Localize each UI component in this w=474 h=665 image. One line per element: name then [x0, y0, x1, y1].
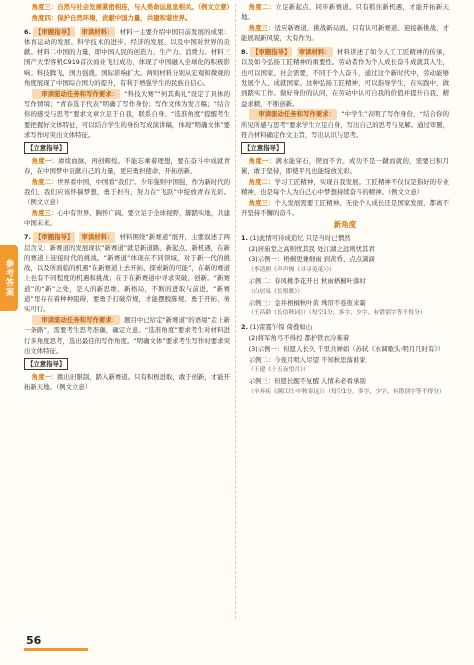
- new-angle-source: （白居易《长恨歌》）: [247, 288, 304, 295]
- left-column: [24, 2, 233, 393]
- angle-item: 角度一：跳出旧限制，踏入新赛道。只有积极进取，敢于创新，才能开拓新天地。（例文立意）: [24, 372, 231, 391]
- new-angle-item: 2. (1)雷霆乍惊 倚叠如山: [241, 323, 313, 332]
- new-angle-title: 新角度: [333, 220, 357, 230]
- question-7-guide: 7. 【审题指导】 审读材料： 材料围绕“新赛道”展开，主要叙述了两层含义：新赛道的发展现状“新赛道”就是新道路、新起点、新机遇，在新的赛道上迎接时代的挑战。“新赛道”体现在不同领域，对于新一代的挑战，以及所面临的机遇“在新赛道上去开拓、探索新的可能”，在新的赛道上也有不同程度的机遇和挑战；在于在新赛道中寻求突破、创新。“新赛道”的“新”之处，是人的新思维、新格局，不断的进取与前进，“新赛道”里存在着种种阻碍，要勇于打破常规，才能摆脱陈规、勇于开拓、务实可行。: [24, 233, 230, 314]
- tag-label: 审读驱动任务和写作要求：: [249, 109, 337, 119]
- new-angle-line: (3)示例一：梧桐更兼细雨 到黄昏、点点滴滴: [248, 255, 375, 264]
- tag-label: 审读驱动任务和写作要求：: [32, 315, 120, 325]
- tag-label: 【审题指导】: [252, 48, 291, 57]
- new-angle-source: （李清照《声声慢（寻寻觅觅）》）: [247, 267, 335, 274]
- question-8-guide: 8. 【审题指导】 审读材料： 材料讲述了如今人工工匠精神的传承，以及如今弘扬工匠精神的重要性。劳动者作为个人成长奋斗成就其人生，也可以国家、社会需要，不同于个人奋斗，通过这个新时代中，劳动能够发展个人、成就国家。这种弘扬工匠精神，可以指导学生，在实践中，做到踏实工作。做好身份的认同，在劳动中认可自我的价值并提升自我，精益求精，不断创新。: [241, 48, 449, 108]
- question-8-requirements: 审读驱动任务和写作要求： “中学生”表明了写作身份，“结合你的所见所感与思考”要求学生立足自身，写出自己的思考与见解。通过审题，符合材料确定作文主旨，写出认识与思考。: [241, 110, 449, 140]
- new-angle-line: (3)示例一：但愿人长久 千里共婵娟（苏轼《水调歌头·明月几时有》）: [248, 344, 444, 353]
- angle-item: 角度二：立足新起点，同步新赛道。只有抓住新机遇，才能开拓新天地。: [241, 3, 449, 22]
- angle-item: 角度一：满水能穿石，锲而不舍。成功不是一蹴而就的，需要日积月累，敢于坚持，即使平凡也能绽放光彩。: [241, 156, 449, 175]
- tag-label: 【审题指导】: [35, 27, 74, 36]
- new-angle-line: 示例三：但愿长醒不复醒 人情未必看承别: [248, 377, 366, 386]
- new-angle-source: （王昌龄《长信秋词》）（每空1分，多字、少字、有错别字等不得分）: [247, 310, 426, 317]
- section-box: 【立意指导】: [241, 141, 449, 155]
- page-number-bar: [24, 648, 88, 651]
- angle-item: 角度二：世界看中国，中国看“我们”。少年强则中国强，作为新时代的我们，我们应该怀揣梦想，勇于担当，努力在“飞跃”中绽放青春光彩。（例文立意）: [24, 177, 231, 207]
- angle-item: 角度二：学习工匠精神，实现自我发展。工匠精神不仅仅是指好的专业精神，也是每个人为自己心中梦想持续奋斗的精神。（例文立意）: [241, 177, 449, 197]
- angle-line: 角度四：保护自然环境，贡献中国力量，共建和谐世界。: [31, 13, 192, 22]
- tag-label: 审读材料：: [298, 48, 331, 57]
- new-angle-line: 示例二：今夜月明人尽望 不知秋思落谁家: [248, 355, 366, 364]
- angle-item: 角度三：个人发展需要工匠精神。无论个人成长还是国家发展，都离不开坚持不懈的奋斗。: [241, 198, 449, 218]
- question-7-requirements: 审读驱动任务和写作要求： 题目中已给定“新赛道”的语境“走上新一条路”，需要考生思考准确，确定立意。“选准角度”要求考生对材料进行多角度思考，选出最佳的写作角度。“明确文体”要求考生写作时要求突出文体特征。: [24, 316, 230, 355]
- new-angle-line: 示例三：金井梧桐秋叶黄 珠帘不卷夜来霜: [248, 298, 366, 307]
- angle-item: 角度三：心中有世界，胸怀广阔。要立足于全球视野，脚踏实地，共建中国未来。: [24, 209, 231, 228]
- question-6-guide: 6. 【审题指导】 审读材料： 材料一主要介绍中国目前发展的成果：体育运动的发展、科学技术的进步、经济的发展、以及中国对世界的贡献。材料二中国的力量，即中国人民的创造力、生产力、消费力。材料三国产大型客机C919首次商业飞行成功，体现了中国融入全球化的积极影响；科技腾飞，国力强盛，国际影响扩大。两则材料分别从宏观和微观的角度展现了中国综合国力的提升，有利于增强学生的民族自信心。: [24, 27, 230, 88]
- section-box: 【立意指导】: [24, 357, 230, 371]
- section-box: 【立意指导】: [24, 141, 230, 155]
- tag-label: 【审题指导】: [35, 233, 74, 242]
- new-angle-source: （辛弃疾《满江红·中秋寄远》）（每空1分，多字、少字、有错别字等不得分）: [247, 388, 445, 395]
- tag-label: 审读材料：: [81, 27, 114, 36]
- tag-label: 审读驱动任务和写作要求：: [32, 89, 120, 99]
- column-divider: [235, 4, 236, 619]
- angle-item: 角度三：适应新赛道，挑战新局面。只有认可新赛道、迎接新挑战，才能展现新风貌，大有作为。: [241, 24, 449, 43]
- new-angle-line: (2)将军角弓不得控 都护铁衣冷难着: [248, 333, 350, 342]
- new-angle-line: (2)居庙堂之高则忧其民 处江湖之远则忧其君: [248, 244, 375, 253]
- angle-line: 角度三：自然与社会发展紧密相连，与人类命运息息相关。（例文立意）: [31, 3, 233, 11]
- question-6-requirements: 审读驱动任务和写作要求： “科技大赛”“何其典礼”设定了具体的写作情境；“青春选手代表”明确了写作身份；写作文体为发言稿；“结合你的感受与思考”要求文章立足于自我，联系自身。“选准角度”提醒考生要把握好文体特征，可以结合学生的身份写成演讲稿，体现“明确文体”要求写作时突出文体特征。: [24, 89, 230, 140]
- tag-label: 审读材料：: [81, 233, 114, 242]
- right-column: [241, 2, 449, 398]
- answer-side-tab: [0, 245, 18, 311]
- new-angle-source: （王建《十五夜望月》）: [247, 367, 309, 374]
- angle-item: 角度一：赓续血脉，再创辉煌。不能忘乘着理想，要在奋斗中成就青春，在中国梦中贡献自己的力量，更应勇担使命，开拓创新。: [24, 156, 231, 175]
- page-number: 56: [26, 634, 42, 647]
- new-angle-item: 1. (1)此情可待成追忆 只是当时已惘然: [241, 233, 351, 242]
- new-angle-line: 示例二：春风桃李花开日 秋雨梧桐叶落时: [248, 276, 366, 285]
- side-tab-label: 参考答案: [4, 259, 14, 297]
